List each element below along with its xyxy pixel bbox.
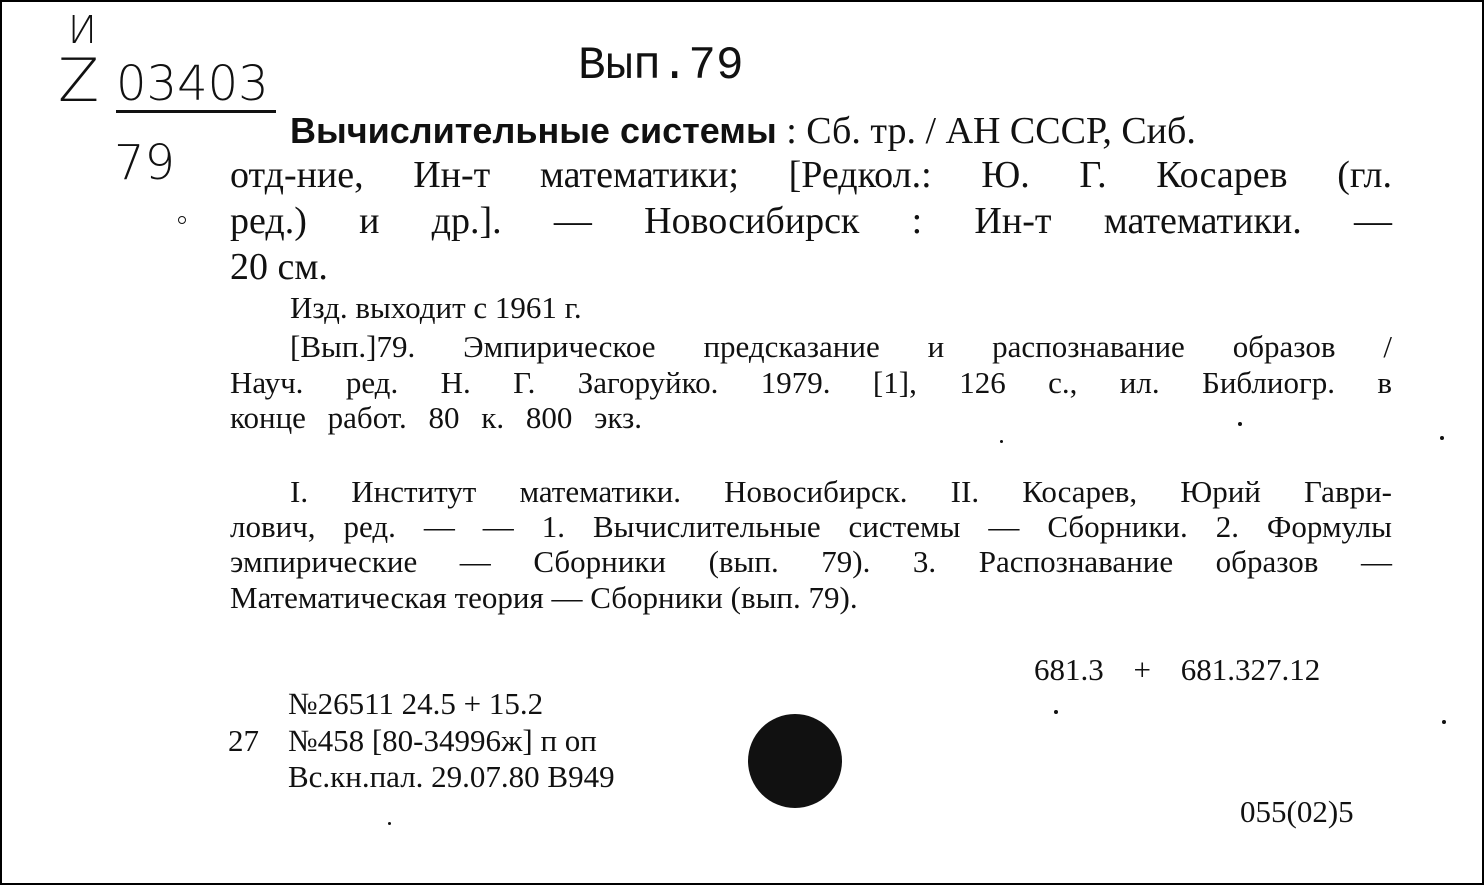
speck [388, 822, 391, 825]
note-issue-line-1: [Вып.]79. Эмпирическое предсказание и распознавание образов / [290, 329, 1392, 364]
shelfmark-letter: Z [58, 46, 100, 116]
printing-line-3: Вс.кн.пал. 29.07.80 В949 [288, 759, 615, 794]
speck [1440, 436, 1444, 440]
handwritten-check-mark: И [68, 8, 97, 52]
note-issue-line-3: конце работ. 80 к. 800 экз. [230, 400, 643, 435]
tracing-line-4: Математическая теория — Сборники (вып. 79). [230, 580, 858, 615]
bbk-classification: 055(02)5 [1240, 794, 1354, 829]
shelfmark-issue-number: 79 [114, 135, 176, 191]
speck [1000, 440, 1003, 443]
issue-label: Вып.79 [578, 40, 744, 92]
printing-line-2-prefix: 27 [228, 723, 259, 758]
main-entry-line-4: 20 см. [230, 246, 328, 288]
speck [1054, 710, 1058, 714]
punch-dot [748, 714, 842, 808]
speck [1442, 720, 1446, 724]
note-published-since: Изд. выходит с 1961 г. [290, 290, 582, 325]
udc-classification: 681.3 + 681.327.12 [1034, 652, 1321, 687]
tracing-line-1: I. Институт математики. Новосибирск. II. Косарев, Юрий Гаври- [290, 474, 1392, 509]
main-entry-line-2: отд-ние, Ин-т математики; [Редкол.: Ю. Г. Косарев (гл. [230, 154, 1392, 196]
tracing-line-2: лович, ред. — — 1. Вычислительные системы — Сборники. 2. Формулы [230, 509, 1392, 544]
shelfmark-number: 03403 [116, 58, 276, 113]
printing-line-1: №26511 24.5 + 15.2 [288, 686, 544, 721]
speck [178, 216, 186, 224]
speck [1238, 422, 1242, 426]
main-entry-title: Вычислительные системы [290, 110, 777, 151]
main-entry-line-1 [290, 108, 1390, 154]
note-issue-line-2: Науч. ред. Н. Г. Загоруйко. 1979. [1], 126 с., ил. Библиогр. в [230, 365, 1392, 400]
main-entry-line-1-rest: : Сб. тр. / АН СССР, Сиб. [776, 110, 1196, 152]
tracing-line-3: эмпирические — Сборники (вып. 79). 3. Распознавание образов — [230, 544, 1392, 579]
printing-line-2: №458 [80-34996ж] п оп [288, 723, 597, 758]
main-entry-line-3: ред.) и др.]. — Новосибирск : Ин-т математики. — [230, 200, 1392, 242]
